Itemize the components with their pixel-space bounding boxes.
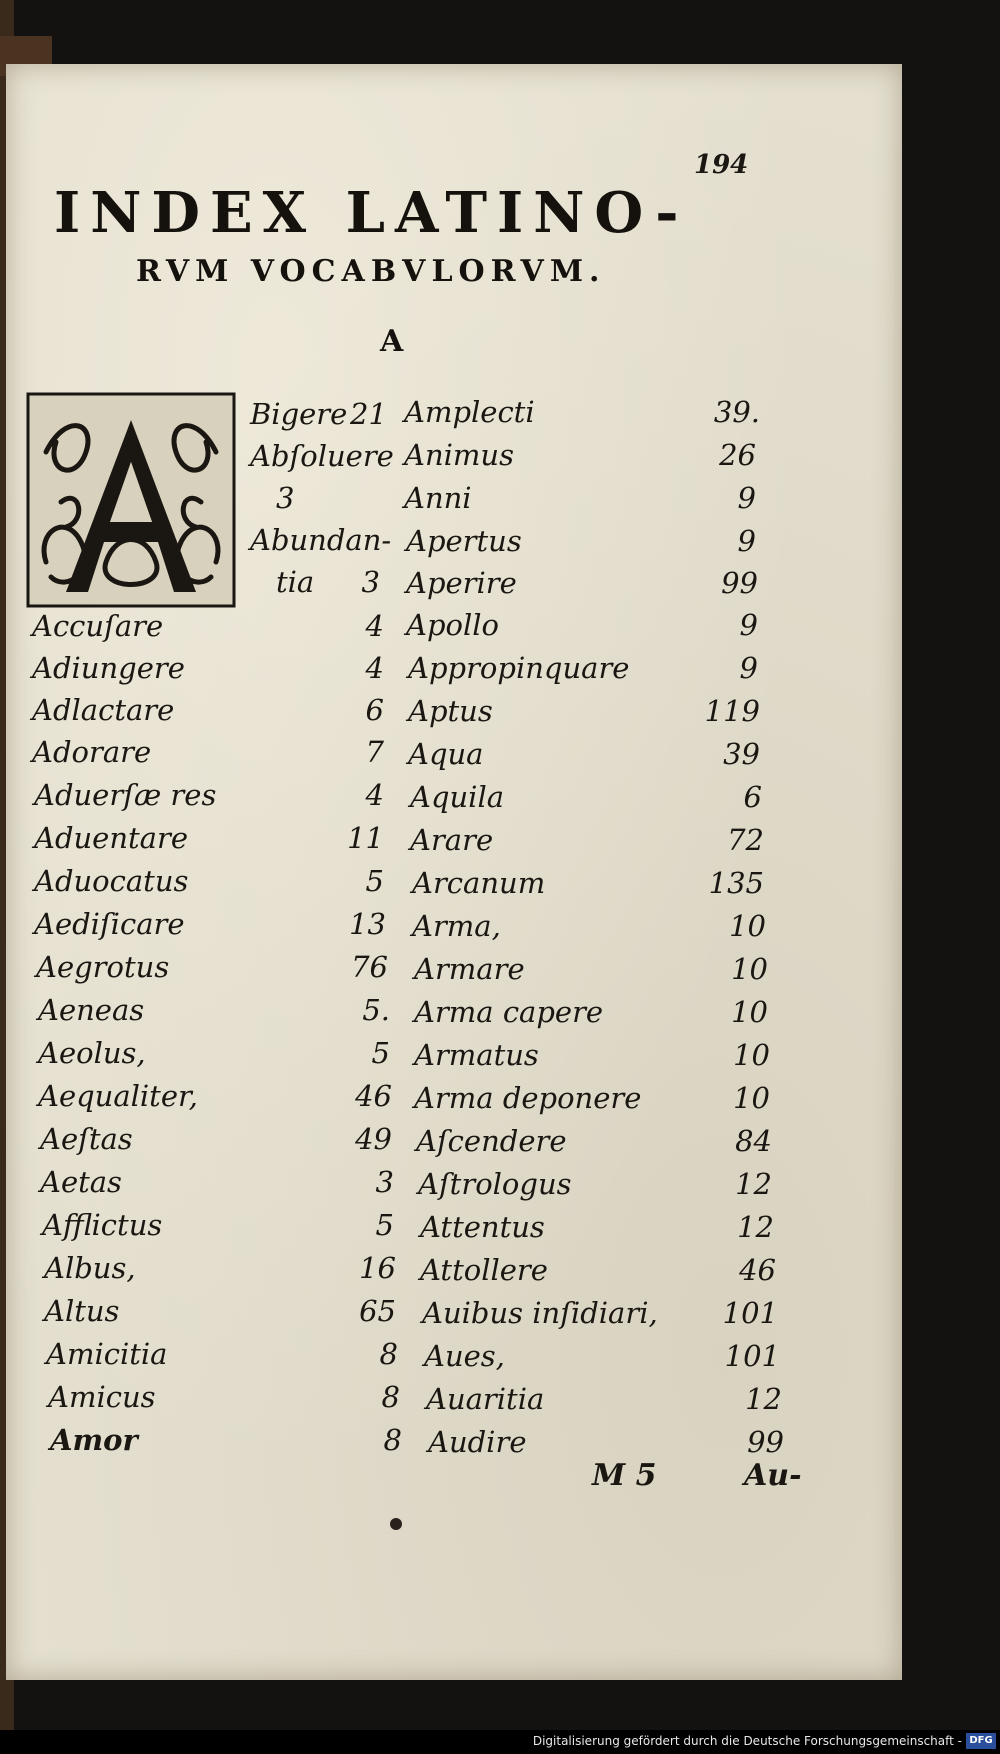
list-item: Armatus — [414, 1038, 539, 1072]
page-reference: 84 — [735, 1124, 772, 1158]
page-reference: 12 — [745, 1382, 782, 1416]
list-item: Abundan- — [250, 523, 392, 557]
page-reference: 10 — [733, 1081, 770, 1115]
list-item: Aduocatus — [34, 864, 189, 898]
page-reference: 5 — [365, 864, 384, 898]
list-item: Aperire — [406, 566, 517, 600]
list-item: Adlactare — [32, 693, 175, 727]
page-reference: 101 — [724, 1339, 780, 1373]
page-reference: 5 — [371, 1036, 390, 1070]
footer-credit: Digitalisierung gefördert durch die Deutsche Forschungsgemeinschaft - — [532, 1734, 962, 1748]
list-item: Arare — [410, 823, 494, 857]
list-item: Anni — [404, 481, 472, 515]
page-reference: 9 — [737, 524, 756, 558]
page-reference: 4 — [365, 651, 384, 685]
list-item: Aeneas — [38, 993, 145, 1027]
list-item: Animus — [404, 438, 514, 472]
list-item: Amicitia — [46, 1337, 168, 1371]
list-item: Aeſtas — [40, 1122, 133, 1156]
list-item: Auaritia — [426, 1382, 545, 1416]
list-item: 3 — [276, 481, 295, 515]
page-reference: 12 — [735, 1167, 772, 1201]
page-reference: 5 — [375, 1208, 394, 1242]
page-reference: 9 — [737, 481, 756, 515]
list-item: Aetas — [40, 1165, 122, 1199]
list-item: Aediſicare — [34, 907, 185, 941]
page-reference: 99 — [747, 1425, 784, 1459]
list-item: Amicus — [48, 1380, 156, 1414]
page-reference: 9 — [739, 608, 758, 642]
page-reference: 16 — [359, 1251, 396, 1285]
list-item: Appropinquare — [408, 651, 630, 685]
page-reference: 10 — [733, 1038, 770, 1072]
list-item: Aues, — [424, 1339, 505, 1373]
page-reference: 8 — [381, 1380, 400, 1414]
page-reference: 65 — [359, 1294, 396, 1328]
page-reference: 119 — [704, 694, 760, 728]
page-reference: 26 — [719, 438, 756, 472]
list-item: Abſoluere — [250, 439, 394, 473]
page-reference: 46 — [355, 1079, 392, 1113]
page-reference: 3 — [375, 1165, 394, 1199]
page-reference: 135 — [708, 866, 764, 900]
list-item: Aduentare — [34, 821, 188, 855]
list-item: Aſtrologus — [418, 1167, 572, 1201]
list-item: Amplecti — [404, 395, 535, 429]
page-reference: 11 — [347, 821, 384, 855]
list-item: Arma deponere — [414, 1081, 642, 1115]
list-item: Arma capere — [414, 995, 604, 1029]
list-item: Adorare — [32, 735, 152, 769]
catchword: Au- — [744, 1458, 802, 1493]
list-item: Arcanum — [412, 866, 546, 900]
page-title: INDEX LATINO- — [54, 180, 689, 246]
page-reference: 4 — [365, 778, 384, 812]
list-item: Aeolus, — [38, 1036, 146, 1070]
page-reference: 10 — [731, 995, 768, 1029]
list-item: Attentus — [420, 1210, 545, 1244]
list-item: Bigere — [250, 397, 348, 431]
list-item: Aegrotus — [36, 950, 170, 984]
list-item: Aequaliter, — [38, 1079, 198, 1113]
ink-dot — [390, 1518, 402, 1530]
page-reference: 4 — [365, 609, 384, 643]
list-item: Auibus inſidiari, — [422, 1296, 658, 1330]
page-reference: 6 — [365, 693, 384, 727]
page-reference: 72 — [727, 823, 764, 857]
page-reference: 39 — [723, 737, 760, 771]
list-item: Armare — [414, 952, 525, 986]
page-reference: 49 — [355, 1122, 392, 1156]
signature-mark: M 5 — [592, 1458, 657, 1493]
list-item: tia — [276, 565, 315, 599]
page-reference: 3 — [361, 565, 380, 599]
list-item: Aqua — [408, 737, 484, 771]
list-item: Audire — [428, 1425, 527, 1459]
page-reference: 8 — [383, 1423, 402, 1457]
dfg-logo-icon: DFG — [966, 1733, 996, 1749]
list-item: Afflictus — [42, 1208, 163, 1242]
page-reference: 99 — [721, 566, 758, 600]
list-item: Albus, — [44, 1251, 136, 1285]
list-item: Apertus — [406, 524, 522, 558]
page-reference: 46 — [739, 1253, 776, 1287]
list-item: Adiungere — [32, 651, 185, 685]
list-item: Aſcendere — [416, 1124, 567, 1158]
list-item: Arma, — [412, 909, 501, 943]
page-reference: 101 — [722, 1296, 778, 1330]
list-item: Attollere — [420, 1253, 548, 1287]
list-item: Amor — [50, 1423, 138, 1457]
page-reference: 39. — [713, 395, 760, 429]
page-reference: 12 — [737, 1210, 774, 1244]
section-letter: A — [380, 324, 404, 359]
list-item: Aptus — [408, 694, 493, 728]
list-item: Aquila — [410, 780, 505, 814]
page-reference: 7 — [365, 735, 384, 769]
list-item: Altus — [44, 1294, 120, 1328]
list-item: Aduerſæ res — [34, 778, 217, 812]
page-reference: 9 — [739, 651, 758, 685]
list-item: Apollo — [406, 608, 499, 642]
page-number: 194 — [694, 150, 749, 180]
page-subtitle: RVM VOCABVLORVM. — [136, 254, 606, 289]
page-reference: 5. — [362, 993, 390, 1027]
page-reference: 6 — [743, 780, 762, 814]
decorated-initial-icon — [26, 392, 236, 608]
page-reference: 10 — [731, 952, 768, 986]
list-item: Accuſare — [32, 609, 164, 643]
page-reference: 21 — [350, 397, 387, 431]
page-reference: 76 — [351, 950, 388, 984]
page-reference: 8 — [379, 1337, 398, 1371]
page-reference: 13 — [349, 907, 386, 941]
page-reference: 10 — [729, 909, 766, 943]
